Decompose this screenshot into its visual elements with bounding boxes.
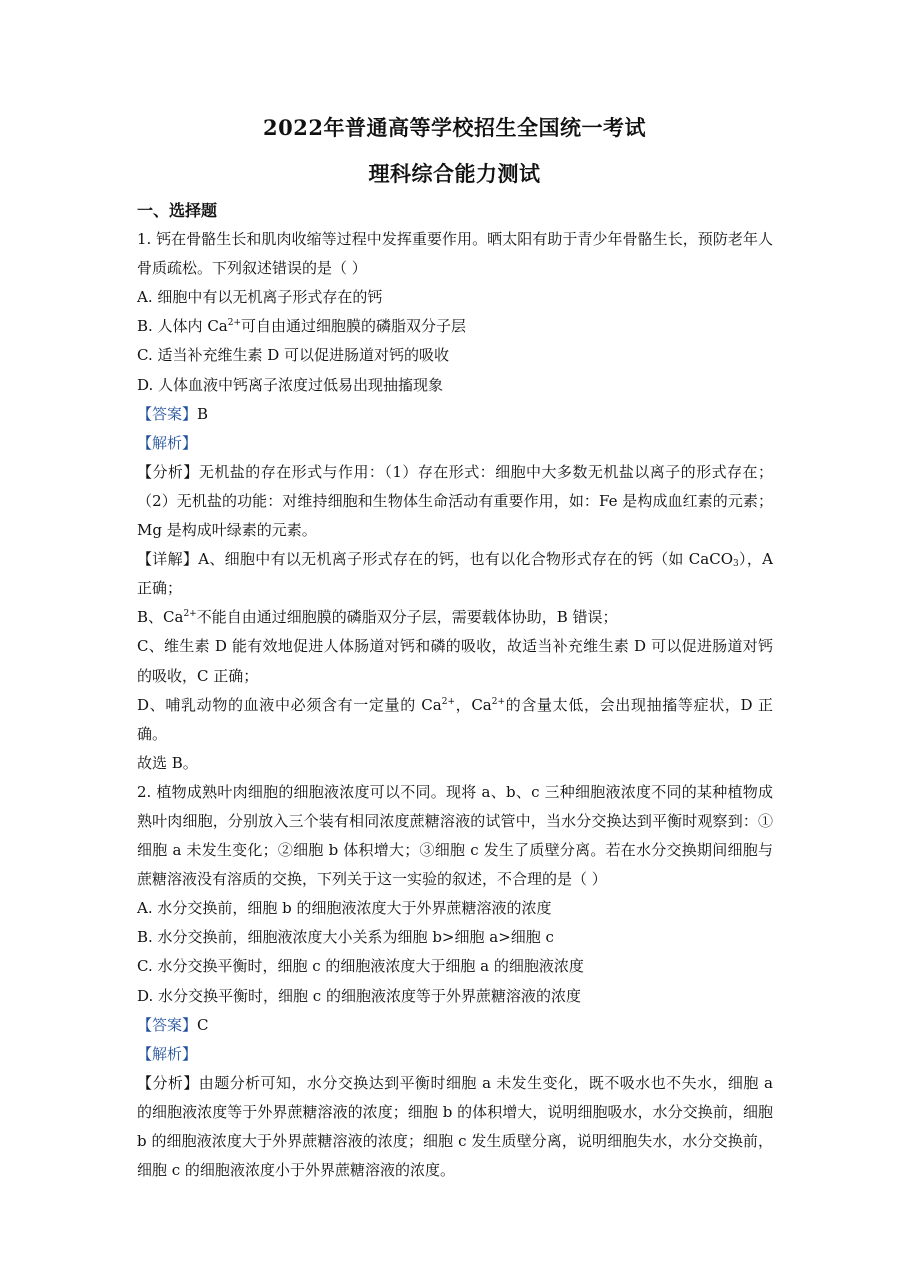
q2-option-a: A. 水分交换前，细胞 b 的细胞液浓度大于外界蔗糖溶液的浓度 [137,899,552,918]
q2-fenxi [137,1069,773,1185]
exam-title: 2022年普通高等学校招生全国统一考试 [263,115,646,140]
q1-detail-d-superscript-2: 2+ [491,696,506,707]
document-body [137,196,773,1185]
q1-detail-b-superscript: 2+ [183,609,197,620]
q1-analysis-label: 【解析】 [137,433,198,452]
q2-fenxi-text: 由题分析可知，水分交换达到平衡时细胞 a 未发生变化，既不吸水也不失水，细胞 a 的细胞液浓度等于外界蔗糖溶液的浓度；细胞 b 的体积增大，说明细胞吸水，水分交换前，细胞 b 的细胞液浓度大于外界蔗糖溶液的浓度；细胞 c 发生质壁分离，说明细胞失水，水分交换前，细胞 c 的细胞液浓度小于外界蔗糖溶液的浓度。 [137,1073,773,1180]
q2-stem: 2. 植物成熟叶肉细胞的细胞液浓度可以不同。现将 a、b、c 三种细胞液浓度不同的某种植物成熟叶肉细胞，分别放入三个装有相同浓度蔗糖溶液的试管中，当水分交换达到平衡时观察到：①细胞 a 未发生变化；②细胞 b 体积增大；③细胞 c 发生了质壁分离。若在水分交换期间细胞与蔗糖溶液没有溶质的交换，下列关于这一实验的叙述，不合理的是（ ） [137,782,773,889]
q1-detail-a-subscript: 3 [733,559,739,570]
q1-option-b-text-end: 可自由通过细胞膜的磷脂双分子层 [241,317,467,336]
fenxi-label: 【分析】 [137,462,199,481]
q1-detail-b-text-end: 不能自由通过细胞膜的磷脂双分子层，需要载体协助，B 错误； [196,608,618,627]
q1-option-d: D. 人体血液中钙离子浓度过低易出现抽搐现象 [137,375,444,394]
section-heading: 一、选择题 [137,201,218,220]
fenxi-label: 【分析】 [137,1073,199,1092]
q1-detail-d [137,691,773,749]
q1-detail-a [137,545,773,603]
q1-option-b-superscript: 2+ [227,318,242,329]
q1-detail-b-text: B、Ca [137,608,184,627]
q2-option-d: D. 水分交换平衡时，细胞 c 的细胞液浓度等于外界蔗糖溶液的浓度 [137,986,581,1005]
q1-fenxi-text: 无机盐的存在形式与作用：（1）存在形式：细胞中大多数无机盐以离子的形式存在；（2）无机盐的功能：对维持细胞和生物体生命活动有重要作用，如：Fe 是构成血红素的元素；Mg 是构成叶绿素的元素。 [137,462,773,540]
q1-option-a: A. 细胞中有以无机离子形式存在的钙 [137,288,383,307]
q2-answer [137,1011,773,1040]
q1-detail-a-text: A、细胞中有以无机离子形式存在的钙，也有以化合物形式存在的钙（如 CaCO [198,550,733,569]
q1-option-b-text: B. 人体内 Ca [137,317,228,336]
xiangjie-label: 【详解】 [137,550,199,569]
q1-detail-d-text-mid: ，Ca [455,695,492,714]
q1-detail-d-superscript: 2+ [441,696,455,707]
q2-answer-value: C [197,1015,209,1034]
q1-detail-d-text: D、哺乳动物的血液中必须含有一定量的 Ca [137,695,442,714]
answer-label: 【答案】 [137,1015,198,1034]
q1-answer [137,400,773,429]
q1-option-b [137,312,773,341]
q1-detail-b [137,603,773,632]
q1-detail-c: C、维生素 D 能有效地促进人体肠道对钙和磷的吸收，故适当补充维生素 D 可以促进肠道对钙的吸收，C 正确； [137,637,773,685]
q2-option-c: C. 水分交换平衡时，细胞 c 的细胞液浓度大于细胞 a 的细胞液浓度 [137,957,584,976]
q1-detail-a-text-end: ），A 正确； [137,550,773,598]
q1-fenxi [137,458,773,545]
exam-subtitle: 理科综合能力测试 [368,161,541,186]
q1-detail-d-text-end: 的含量太低，会出现抽搐等症状，D 正确。 [137,695,774,743]
answer-label: 【答案】 [137,404,198,423]
q2-analysis-label: 【解析】 [137,1044,198,1063]
q2-option-b: B. 水分交换前，细胞液浓度大小关系为细胞 b>细胞 a>细胞 c [137,928,554,947]
q1-conclusion: 故选 B。 [137,753,198,772]
q1-answer-value: B [197,404,209,423]
q1-stem: 1. 钙在骨骼生长和肌肉收缩等过程中发挥重要作用。晒太阳有助于青少年骨骼生长，预防老年人骨质疏松。下列叙述错误的是（ ） [137,230,773,278]
q1-option-c: C. 适当补充维生素 D 可以促进肠道对钙的吸收 [137,346,450,365]
